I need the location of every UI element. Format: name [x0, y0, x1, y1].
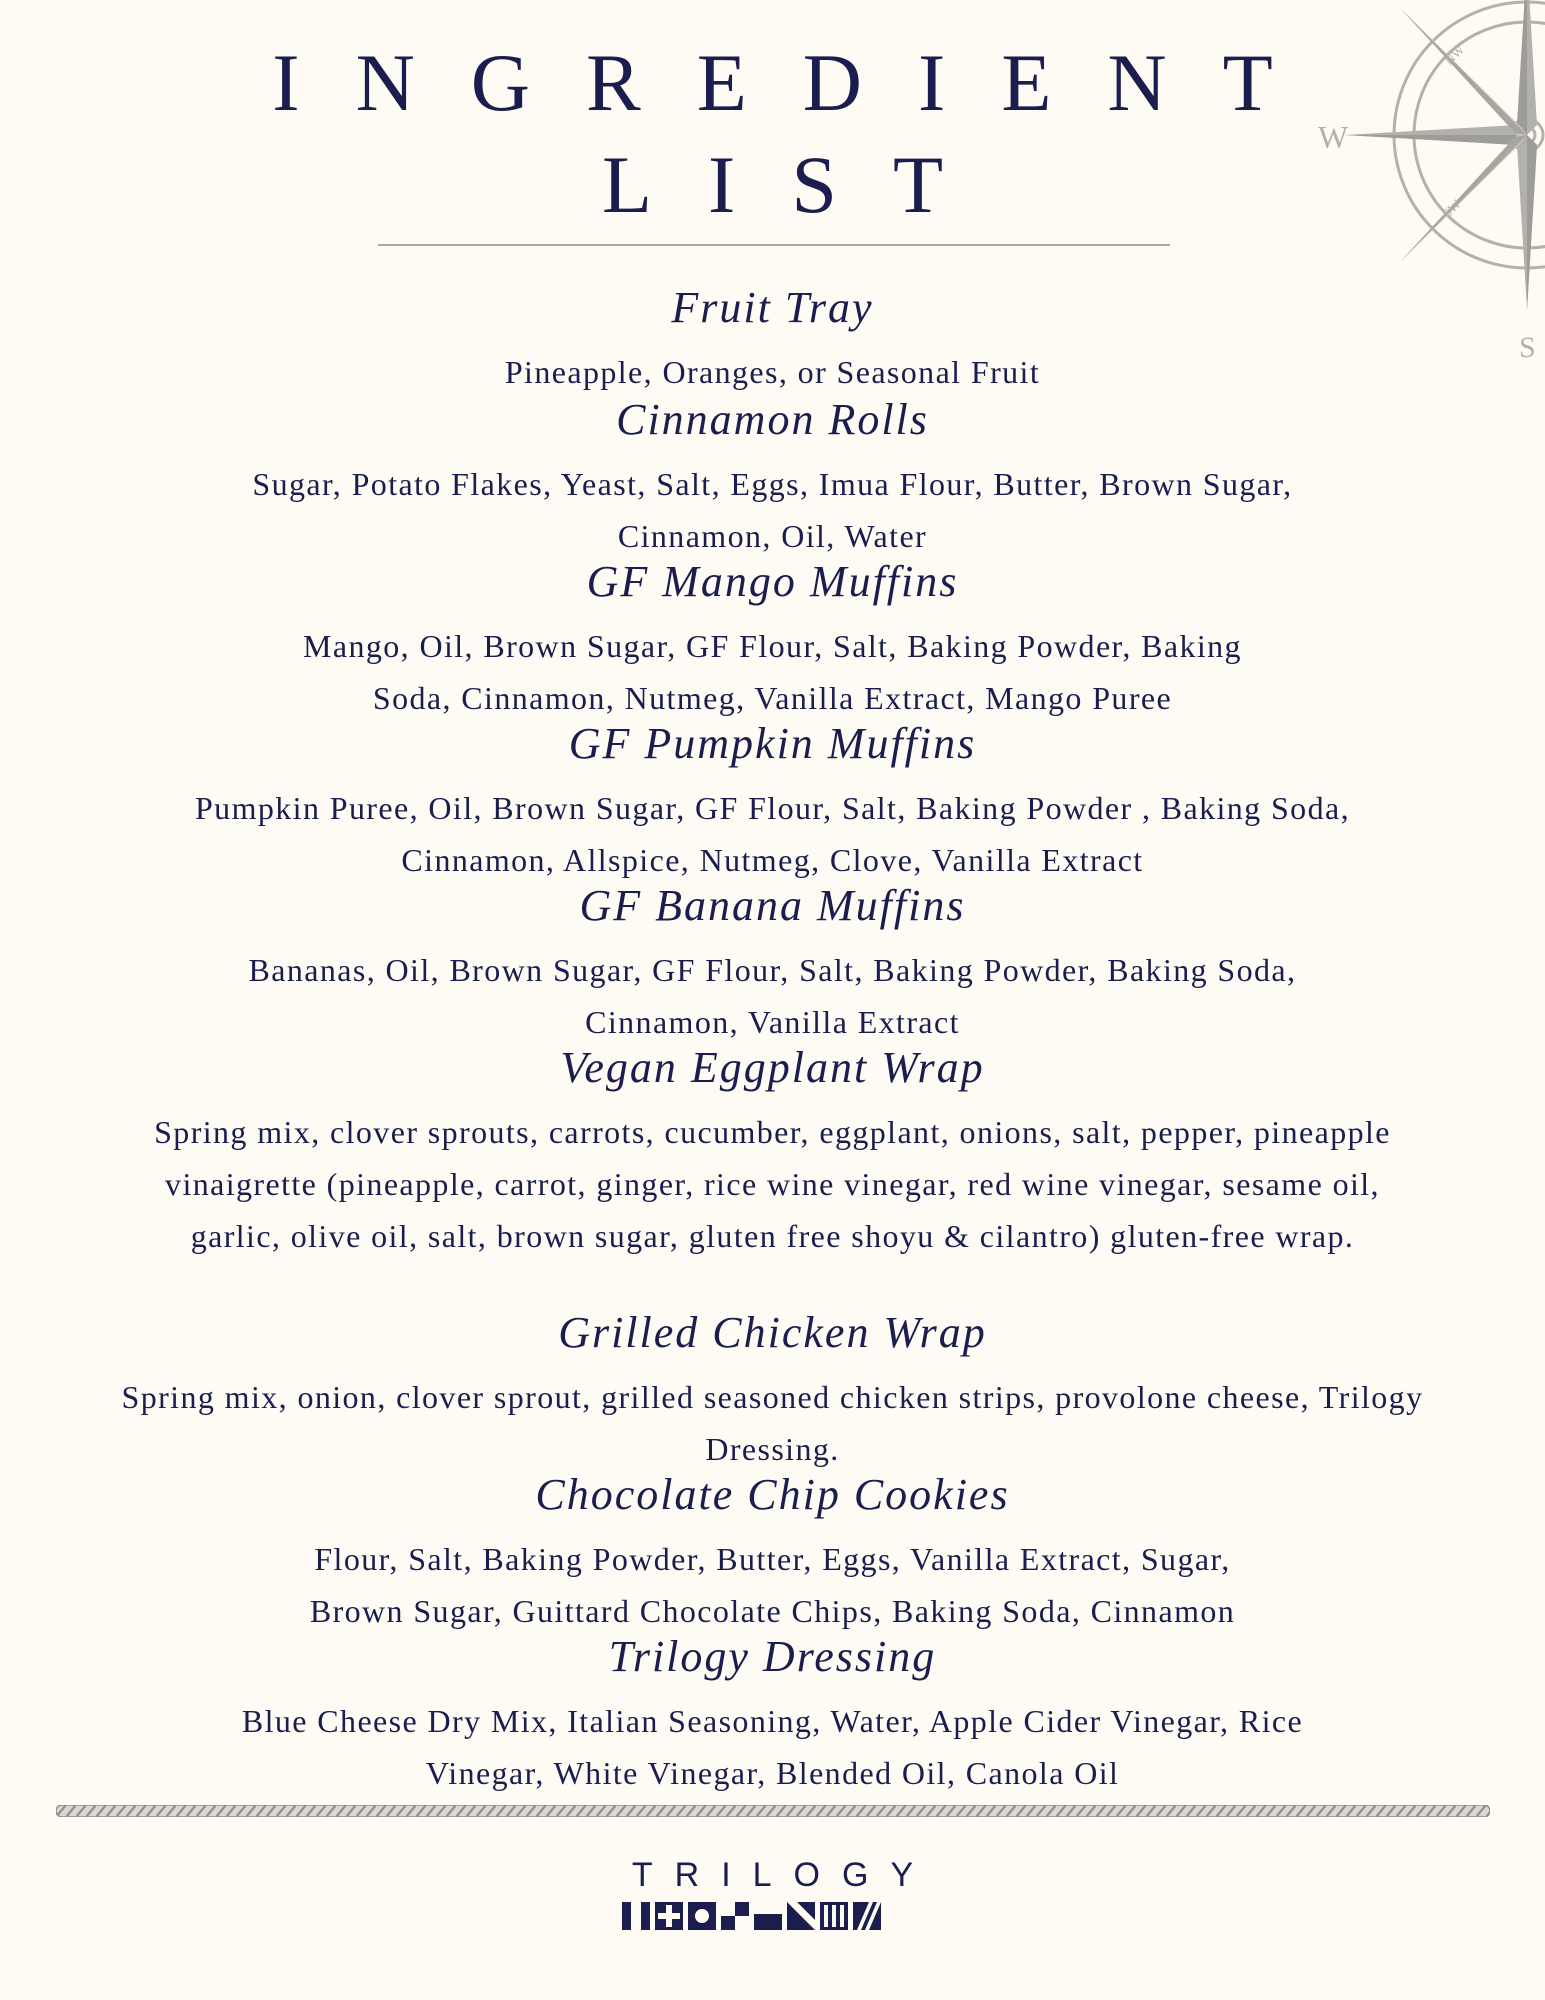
menu-item-heading: Trilogy Dressing — [608, 1632, 937, 1681]
ingredient-line: Bananas, Oil, Brown Sugar, GF Flour, Salt, Baking Powder, Baking Soda, — [248, 952, 1297, 988]
ingredient-line: Spring mix, clover sprouts, carrots, cucumber, eggplant, onions, salt, pepper, pineapple — [154, 1114, 1391, 1150]
menu-item-cinnamon-rolls — [40, 395, 1505, 562]
ingredient-list — [40, 1533, 1505, 1637]
ingredient-line: Cinnamon, Allspice, Nutmeg, Clove, Vanilla Extract — [401, 842, 1144, 878]
compass-west-label: W — [1318, 119, 1349, 155]
ingredient-line: Pumpkin Puree, Oil, Brown Sugar, GF Flour, Salt, Baking Powder , Baking Soda, — [194, 790, 1350, 826]
compass-south-label: S — [1519, 331, 1536, 364]
ingredient-line: Pineapple, Oranges, or Seasonal Fruit — [504, 354, 1041, 390]
ingredient-line: vinaigrette (pineapple, carrot, ginger, rice wine vinegar, red wine vinegar, sesame oil, — [165, 1166, 1380, 1202]
compass-southwest-label: SW — [1439, 196, 1464, 221]
menu-item-chocolate-chip-cookies — [40, 1470, 1505, 1637]
ingredient-list — [40, 346, 1505, 398]
menu-item-vegan-eggplant-wrap — [40, 1043, 1505, 1262]
ingredient-list — [40, 1106, 1505, 1262]
menu-item-fruit-tray — [40, 283, 1505, 398]
ingredient-line: Mango, Oil, Brown Sugar, GF Flour, Salt, Baking Powder, Baking — [303, 628, 1242, 664]
ingredient-list — [40, 1371, 1505, 1475]
title-divider — [378, 244, 1170, 246]
ingredient-line: Flour, Salt, Baking Powder, Butter, Eggs, Vanilla Extract, Sugar, — [314, 1541, 1231, 1577]
rope-divider — [56, 1805, 1490, 1817]
ingredient-line: Brown Sugar, Guittard Chocolate Chips, Baking Soda, Cinnamon — [309, 1593, 1236, 1629]
brand-logo-wordmark: TRILOGY — [631, 1856, 936, 1894]
ingredient-line: Vinegar, White Vinegar, Blended Oil, Canola Oil — [425, 1755, 1120, 1791]
menu-item-gf-banana-muffins — [40, 881, 1505, 1048]
ingredient-list — [40, 782, 1505, 886]
menu-item-gf-mango-muffins — [40, 557, 1505, 724]
ingredient-line: Cinnamon, Vanilla Extract — [585, 1004, 960, 1040]
menu-item-heading: GF Pumpkin Muffins — [568, 719, 977, 768]
menu-item-heading: Chocolate Chip Cookies — [535, 1470, 1010, 1519]
compass-northwest-label: NW — [1441, 41, 1468, 68]
ingredient-list — [40, 458, 1505, 562]
ingredient-line: Soda, Cinnamon, Nutmeg, Vanilla Extract, Mango Puree — [372, 680, 1173, 716]
menu-item-heading: Cinnamon Rolls — [616, 395, 929, 444]
nautical-signal-flags-icon — [622, 1902, 922, 1930]
menu-item-grilled-chicken-wrap — [40, 1308, 1505, 1475]
ingredient-list — [40, 1695, 1505, 1799]
menu-item-trilogy-dressing — [40, 1632, 1505, 1799]
page-title-line-1: INGREDIENT — [272, 37, 1329, 128]
ingredient-list — [40, 620, 1505, 724]
ingredient-list — [40, 944, 1505, 1048]
ingredient-line: garlic, olive oil, salt, brown sugar, gluten free shoyu & cilantro) gluten-free wrap. — [190, 1218, 1355, 1254]
menu-item-gf-pumpkin-muffins — [40, 719, 1505, 886]
page-title-line-2: LIST — [601, 139, 1000, 230]
menu-item-heading: GF Mango Muffins — [586, 557, 959, 606]
menu-item-heading: Fruit Tray — [671, 283, 874, 332]
ingredient-line: Sugar, Potato Flakes, Yeast, Salt, Eggs, Imua Flour, Butter, Brown Sugar, — [252, 466, 1293, 502]
ingredient-line: Dressing. — [705, 1431, 840, 1467]
ingredient-line: Spring mix, onion, clover sprout, grilled seasoned chicken strips, provolone cheese, Trilogy — [121, 1379, 1424, 1415]
menu-item-heading: GF Banana Muffins — [579, 881, 966, 930]
menu-item-heading: Vegan Eggplant Wrap — [560, 1043, 985, 1092]
ingredient-line: Blue Cheese Dry Mix, Italian Seasoning, Water, Apple Cider Vinegar, Rice — [241, 1703, 1304, 1739]
ingredient-line: Cinnamon, Oil, Water — [617, 518, 928, 554]
menu-item-heading: Grilled Chicken Wrap — [558, 1308, 987, 1357]
